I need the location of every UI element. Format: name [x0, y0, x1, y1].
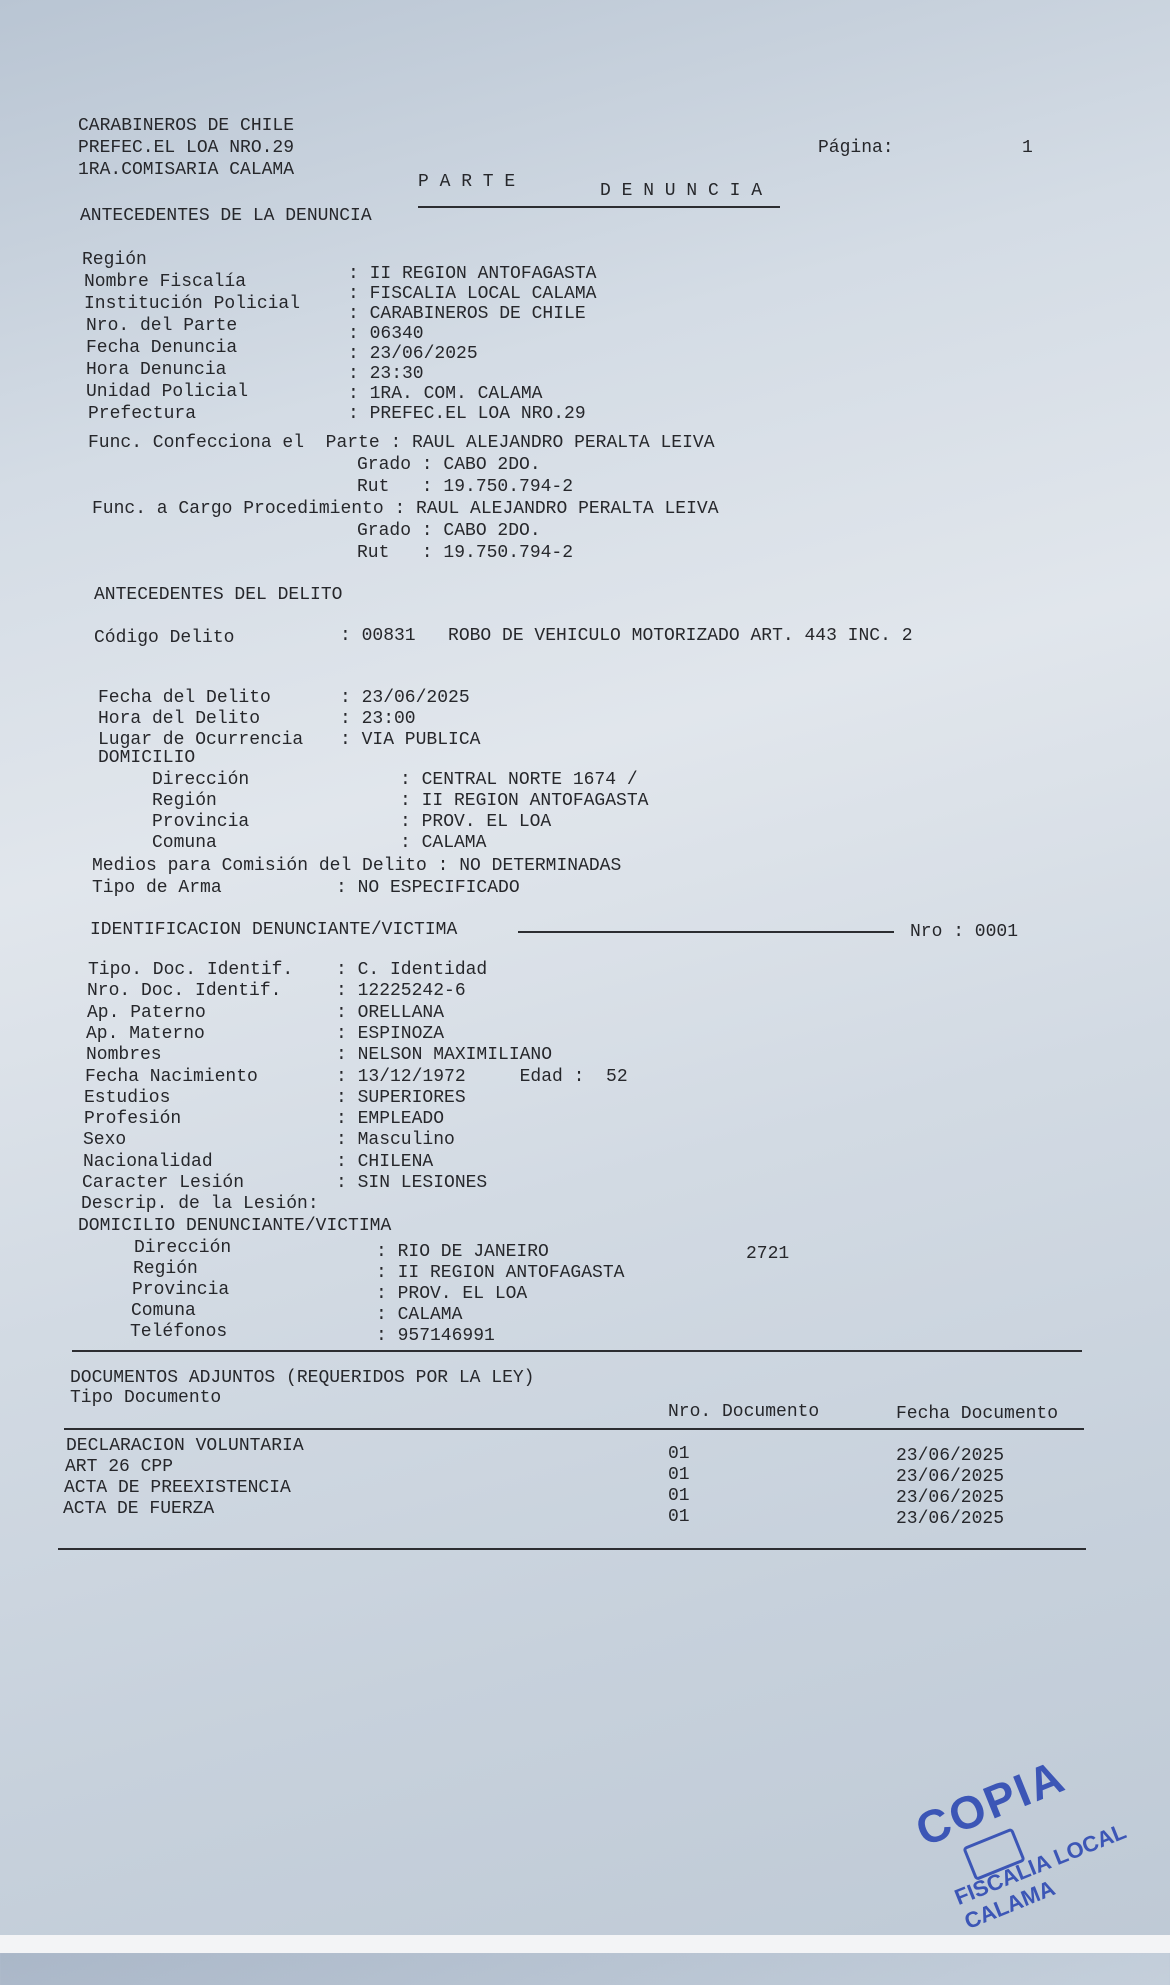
victima-field-value: : NELSON MAXIMILIANO: [336, 1045, 553, 1066]
documento-fecha: 23/06/2025: [896, 1467, 1005, 1487]
victima-nro: Nro : 0001: [910, 922, 1019, 942]
documento-nro: 01: [668, 1465, 690, 1485]
denuncia-field-value: : 06340: [348, 324, 424, 344]
victima-domicilio-label: Teléfonos: [130, 1322, 228, 1342]
denuncia-field-value: : CARABINEROS DE CHILE: [348, 304, 586, 324]
victima-domicilio-label: Región: [133, 1259, 198, 1279]
delito-field-value: : 23/06/2025: [340, 688, 470, 708]
func-confecciona-grado: Grado : CABO 2DO.: [357, 455, 541, 475]
delito-domicilio-label: Comuna: [152, 833, 217, 853]
documento-nro: 01: [668, 1444, 690, 1464]
rule-before-docs: [72, 1350, 1082, 1352]
victima-domicilio-number: 2721: [746, 1244, 790, 1264]
victima-field-label: Tipo. Doc. Identif.: [88, 960, 294, 980]
victima-domicilio-value: : II REGION ANTOFAGASTA: [376, 1263, 625, 1283]
tipo-arma-label: Tipo de Arma: [92, 878, 222, 898]
documento-nro: 01: [668, 1486, 690, 1506]
victima-field-value: : SIN LESIONES: [336, 1173, 488, 1193]
denuncia-field-label: Hora Denuncia: [86, 360, 227, 380]
delito-field-label: Fecha del Delito: [98, 688, 271, 708]
doc-title-parte: P A R T E: [418, 172, 516, 192]
section-title-documentos: DOCUMENTOS ADJUNTOS (REQUERIDOS POR LA LEY): [70, 1368, 535, 1388]
bottom-bar: [0, 1935, 1170, 1953]
func-confecciona-rut: Rut : 19.750.794-2: [357, 477, 574, 497]
victima-field-value: : Masculino: [336, 1130, 455, 1151]
documento-tipo: ACTA DE FUERZA: [63, 1499, 215, 1519]
func-cargo-grado: Grado : CABO 2DO.: [357, 521, 541, 541]
victima-field-label: Ap. Materno: [86, 1023, 205, 1044]
comisaria-name: 1RA.COMISARIA CALAMA: [78, 160, 295, 180]
denuncia-field-value: : 23/06/2025: [348, 344, 478, 364]
denuncia-field-value: : 1RA. COM. CALAMA: [348, 384, 543, 404]
org-name: CARABINEROS DE CHILE: [78, 116, 295, 136]
delito-field-value: : VIA PUBLICA: [340, 730, 481, 750]
medios-comision: Medios para Comisión del Delito : NO DETERMINADAS: [92, 856, 622, 876]
delito-field-label: Lugar de Ocurrencia: [98, 730, 304, 750]
victima-field-label: Fecha Nacimiento: [85, 1066, 258, 1087]
delito-domicilio-value: : CENTRAL NORTE 1674 /: [400, 770, 638, 790]
victima-domicilio-label: Dirección: [134, 1238, 232, 1258]
victima-field-label: Estudios: [84, 1087, 171, 1108]
victima-field-label: Sexo: [83, 1130, 127, 1151]
victima-field-value: : 12225242-6: [336, 981, 466, 1002]
documento-tipo: ART 26 CPP: [65, 1457, 174, 1477]
victima-field-label: Nro. Doc. Identif.: [87, 981, 282, 1002]
func-cargo-rut: Rut : 19.750.794-2: [357, 543, 574, 563]
documento-fecha: 23/06/2025: [896, 1446, 1005, 1466]
delito-domicilio-label: Provincia: [152, 812, 250, 832]
stamp-fiscalia-text: FISCALIA LOCAL CALAMA: [951, 1818, 1130, 1935]
delito-domicilio-label: Dirección: [152, 770, 250, 790]
victima-field-value: : ESPINOZA: [336, 1023, 445, 1044]
title-underline: [418, 206, 780, 208]
victima-field-value: : SUPERIORES: [336, 1087, 466, 1108]
domicilio-victima-title: DOMICILIO DENUNCIANTE/VICTIMA: [78, 1216, 392, 1236]
denuncia-field-value: : PREFEC.EL LOA NRO.29: [348, 404, 586, 424]
victima-field-label: Caracter Lesión: [82, 1173, 245, 1193]
victima-field-value: : CHILENA: [336, 1151, 434, 1172]
stamp-copia-text: COPIA: [908, 1749, 1073, 1857]
denuncia-field-value: : 23:30: [348, 364, 424, 384]
col-tipo-documento: Tipo Documento: [70, 1388, 222, 1408]
codigo-delito-value: : 00831 ROBO DE VEHICULO MOTORIZADO ART. 443 INC. 2: [340, 626, 913, 646]
documento-fecha: 23/06/2025: [896, 1509, 1005, 1529]
denuncia-field-label: Región: [82, 250, 147, 270]
victima-domicilio-value: : PROV. EL LOA: [376, 1284, 528, 1304]
victima-field-label: Nacionalidad: [83, 1151, 213, 1172]
victima-domicilio-value: : 957146991: [376, 1326, 495, 1346]
delito-domicilio-value: : PROV. EL LOA: [400, 812, 552, 832]
section-title-denuncia: ANTECEDENTES DE LA DENUNCIA: [80, 206, 372, 226]
victima-domicilio-value: : RIO DE JANEIRO: [376, 1242, 549, 1262]
delito-field-value: : 23:00: [340, 709, 416, 729]
denuncia-field-label: Nro. del Parte: [86, 316, 238, 336]
col-nro-documento: Nro. Documento: [668, 1402, 820, 1422]
section-title-victima: IDENTIFICACION DENUNCIANTE/VICTIMA: [90, 920, 458, 940]
victima-field-label: Ap. Paterno: [87, 1002, 206, 1023]
delito-domicilio-value: : II REGION ANTOFAGASTA: [400, 791, 649, 811]
denuncia-field-label: Institución Policial: [84, 294, 301, 314]
victima-field-label: Descrip. de la Lesión:: [81, 1194, 319, 1215]
delito-field-label: Hora del Delito: [98, 709, 261, 729]
victima-field-label: Profesión: [84, 1109, 182, 1130]
documento-nro: 01: [668, 1507, 690, 1527]
victima-field-label: Nombres: [86, 1045, 162, 1066]
func-cargo: Func. a Cargo Procedimiento : RAUL ALEJANDRO PERALTA LEIVA: [92, 499, 719, 519]
victima-rule: [518, 931, 894, 933]
denuncia-field-label: Nombre Fiscalía: [84, 272, 247, 292]
col-fecha-documento: Fecha Documento: [896, 1404, 1059, 1424]
victima-domicilio-label: Provincia: [132, 1280, 230, 1300]
func-confecciona: Func. Confecciona el Parte : RAUL ALEJANDRO PERALTA LEIVA: [88, 433, 715, 453]
victima-domicilio-label: Comuna: [131, 1301, 196, 1321]
denuncia-field-label: Unidad Policial: [86, 382, 249, 402]
domicilio-delito-title: DOMICILIO: [98, 748, 196, 768]
prefectura-name: PREFEC.EL LOA NRO.29: [78, 138, 295, 158]
victima-domicilio-value: : CALAMA: [376, 1305, 463, 1325]
documento-fecha: 23/06/2025: [896, 1488, 1005, 1508]
victima-field-value: : 13/12/1972 Edad : 52: [336, 1066, 628, 1087]
section-title-delito: ANTECEDENTES DEL DELITO: [94, 585, 343, 605]
doc-title-denuncia: D E N U N C I A: [600, 181, 763, 201]
delito-domicilio-label: Región: [152, 791, 217, 811]
codigo-delito-label: Código Delito: [94, 628, 235, 648]
denuncia-field-label: Prefectura: [88, 404, 197, 424]
victima-field-value: : C. Identidad: [336, 960, 488, 980]
rule-docs-header: [64, 1428, 1084, 1430]
documento-tipo: DECLARACION VOLUNTARIA: [66, 1436, 304, 1456]
victima-field-value: : EMPLEADO: [336, 1109, 445, 1130]
denuncia-field-value: : II REGION ANTOFAGASTA: [348, 264, 597, 284]
documento-tipo: ACTA DE PREEXISTENCIA: [64, 1478, 291, 1498]
tipo-arma-value: : NO ESPECIFICADO: [336, 878, 520, 898]
denuncia-field-value: : FISCALIA LOCAL CALAMA: [348, 284, 597, 304]
page-label: Página:: [818, 138, 894, 158]
denuncia-field-label: Fecha Denuncia: [86, 338, 238, 358]
victima-field-value: : ORELLANA: [336, 1002, 445, 1023]
rule-docs-end: [58, 1548, 1086, 1550]
delito-domicilio-value: : CALAMA: [400, 833, 487, 853]
page-number: 1: [1022, 138, 1033, 158]
